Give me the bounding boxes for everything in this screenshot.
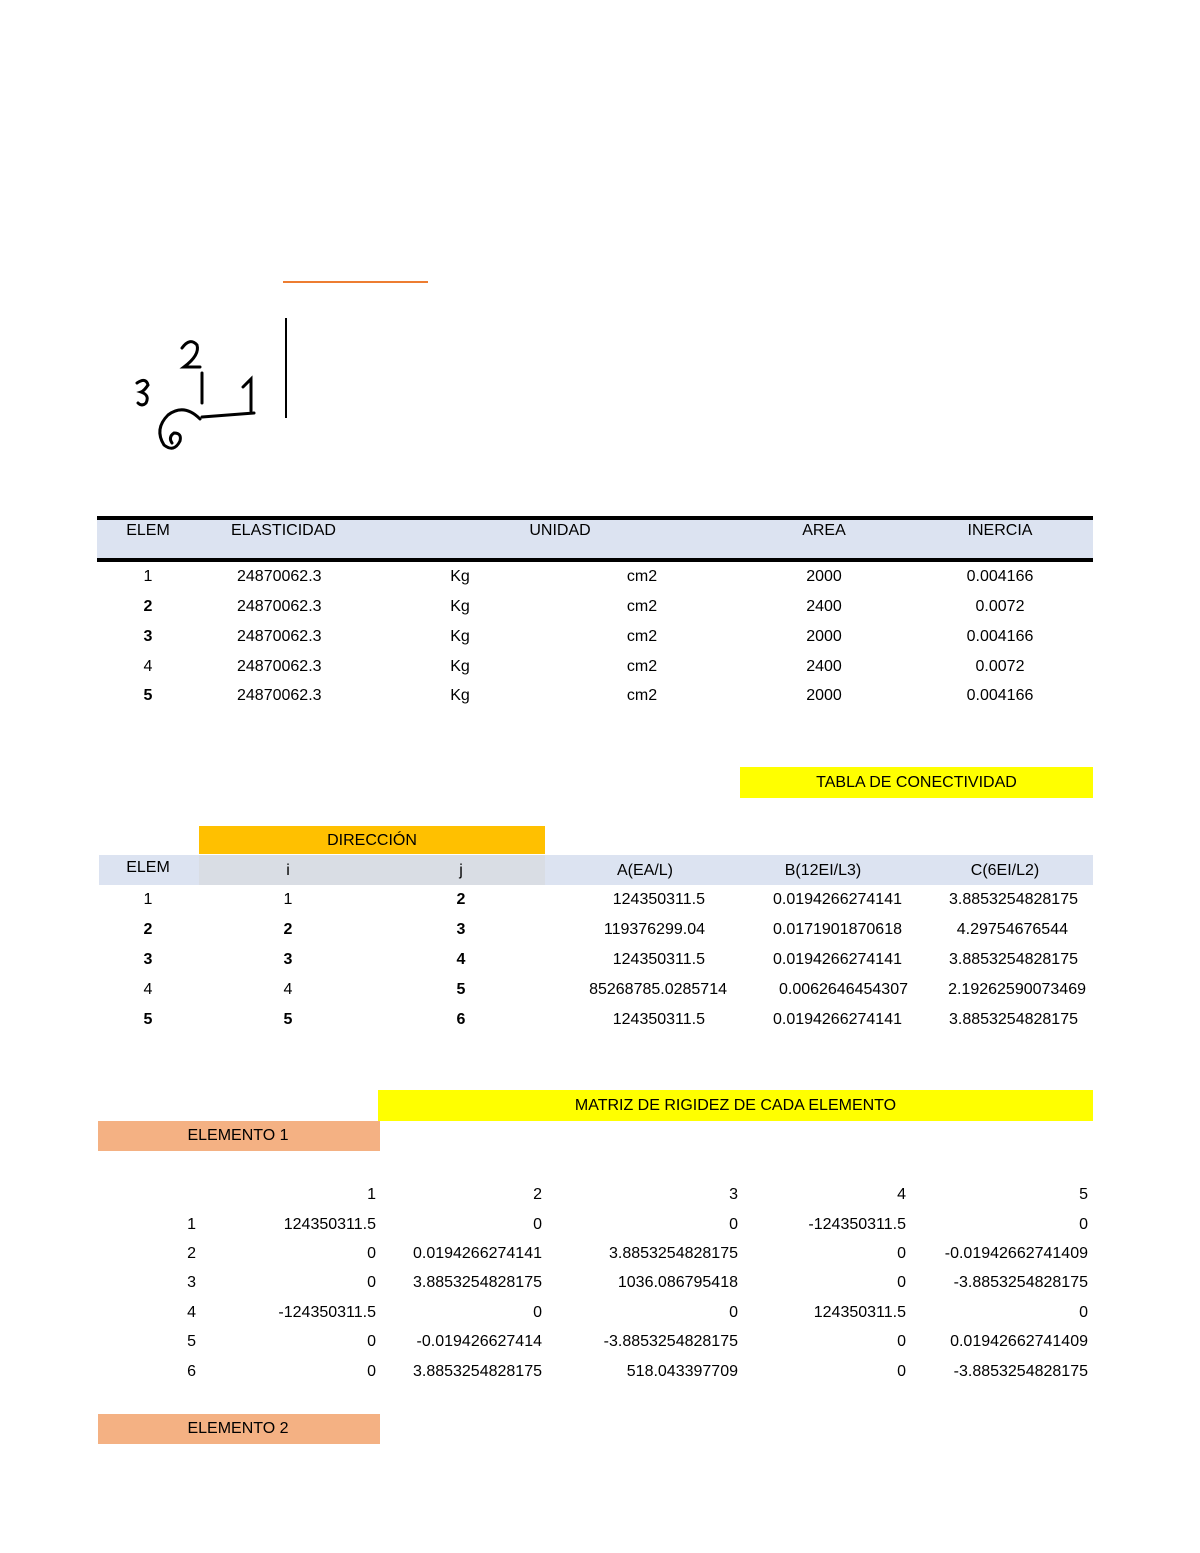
- matrix-col-header: 4: [897, 1186, 906, 1203]
- prop-row-unit-area: cm2: [626, 598, 658, 615]
- conn-row-b: 0.0194266274141: [772, 951, 902, 968]
- conn-row-a: 124350311.5: [612, 891, 705, 908]
- matrix-cell: 0: [367, 1333, 376, 1350]
- conn-row-a: 119376299.04: [603, 921, 705, 938]
- conn-row-a: 124350311.5: [612, 951, 705, 968]
- prop-row-unit-force: Kg: [450, 628, 470, 645]
- matrix-row-header: 4: [187, 1304, 196, 1321]
- matrix-cell: 124350311.5: [813, 1304, 906, 1321]
- handwritten-dof-sketch: [120, 315, 300, 465]
- prop-row-elem: 2: [143, 598, 153, 615]
- element-1-label: ELEMENTO 1: [187, 1127, 289, 1144]
- conn-row-j: 6: [456, 1011, 466, 1028]
- conn-row-elem: 4: [143, 981, 153, 998]
- prop-row-elem: 4: [143, 658, 153, 675]
- prop-header-elem: ELEM: [126, 522, 170, 539]
- orange-divider: [283, 281, 428, 283]
- prop-header-unidad: UNIDAD: [529, 522, 591, 539]
- prop-row-unit-force: Kg: [450, 687, 470, 704]
- conn-row-c: 4.29754676544: [956, 921, 1068, 938]
- prop-row-elasticidad: 24870062.3: [237, 628, 322, 645]
- prop-row-elasticidad: 24870062.3: [237, 687, 322, 704]
- conn-row-b: 0.0194266274141: [772, 891, 902, 908]
- prop-row-unit-area: cm2: [626, 687, 658, 704]
- conn-row-i: 4: [283, 981, 293, 998]
- matrix-cell: 0: [367, 1363, 376, 1380]
- matrix-cell: 518.043397709: [626, 1363, 738, 1380]
- matrix-cell: 0.0194266274141: [412, 1245, 542, 1262]
- conn-row-c: 3.8853254828175: [948, 951, 1078, 968]
- matrix-cell: 0: [533, 1304, 542, 1321]
- conn-header-elem: ELEM: [126, 859, 170, 876]
- prop-row-unit-force: Kg: [450, 598, 470, 615]
- conn-header-c: C(6EI/L2): [970, 862, 1040, 879]
- prop-row-area: 2000: [806, 628, 842, 645]
- matrix-col-header: 1: [367, 1186, 376, 1203]
- prop-row-elasticidad: 24870062.3: [237, 658, 322, 675]
- prop-row-elasticidad: 24870062.3: [237, 568, 322, 585]
- direction-label: DIRECCIÓN: [327, 832, 417, 849]
- conn-row-j: 2: [456, 891, 466, 908]
- matrix-cell: -3.8853254828175: [953, 1363, 1088, 1380]
- matrix-row-header: 2: [187, 1245, 196, 1262]
- conn-row-j: 3: [456, 921, 466, 938]
- prop-row-area: 2400: [806, 658, 842, 675]
- prop-row-elem: 3: [143, 628, 153, 645]
- prop-row-inercia: 0.0072: [975, 598, 1025, 615]
- prop-row-unit-force: Kg: [450, 658, 470, 675]
- conn-row-c: 2.19262590073469: [948, 981, 1086, 998]
- conn-row-elem: 5: [143, 1011, 153, 1028]
- conn-row-j: 5: [456, 981, 466, 998]
- matrix-cell: 3.8853254828175: [412, 1274, 542, 1291]
- stiffness-title: MATRIZ DE RIGIDEZ DE CADA ELEMENTO: [574, 1097, 897, 1114]
- prop-row-inercia: 0.004166: [966, 628, 1034, 645]
- conn-row-i: 2: [283, 921, 293, 938]
- prop-row-area: 2400: [806, 598, 842, 615]
- matrix-cell: 0: [367, 1245, 376, 1262]
- matrix-row-header: 1: [187, 1216, 196, 1233]
- matrix-col-header: 2: [533, 1186, 542, 1203]
- conn-row-b: 0.0062646454307: [778, 981, 908, 998]
- conn-header-a: A(EA/L): [616, 862, 673, 879]
- prop-row-inercia: 0.0072: [975, 658, 1025, 675]
- conn-row-c: 3.8853254828175: [948, 891, 1078, 908]
- matrix-cell: 0: [897, 1363, 906, 1380]
- matrix-cell: 3.8853254828175: [608, 1245, 738, 1262]
- conn-row-elem: 2: [143, 921, 153, 938]
- conn-row-a: 85268785.0285714: [589, 981, 727, 998]
- conn-row-c: 3.8853254828175: [948, 1011, 1078, 1028]
- conn-row-i: 5: [283, 1011, 293, 1028]
- prop-row-unit-force: Kg: [450, 568, 470, 585]
- conn-row-i: 1: [283, 891, 293, 908]
- matrix-cell: 0: [897, 1245, 906, 1262]
- matrix-cell: 0: [367, 1274, 376, 1291]
- table-header-border: [97, 558, 1093, 562]
- conn-header-j: j: [459, 862, 463, 879]
- conn-row-i: 3: [283, 951, 293, 968]
- conn-row-elem: 1: [143, 891, 153, 908]
- prop-row-unit-area: cm2: [626, 628, 658, 645]
- prop-row-elem: 1: [143, 568, 153, 585]
- matrix-cell: 0: [897, 1274, 906, 1291]
- prop-row-unit-area: cm2: [626, 568, 658, 585]
- prop-row-inercia: 0.004166: [966, 568, 1034, 585]
- matrix-cell: 0: [533, 1216, 542, 1233]
- prop-header-area: AREA: [802, 522, 846, 539]
- matrix-col-header: 3: [729, 1186, 738, 1203]
- matrix-row-header: 6: [187, 1363, 196, 1380]
- prop-header-inercia: INERCIA: [967, 522, 1033, 539]
- matrix-cell: -0.019426627414: [416, 1333, 542, 1350]
- matrix-cell: 0: [1079, 1304, 1088, 1321]
- matrix-cell: -124350311.5: [278, 1304, 376, 1321]
- conn-row-a: 124350311.5: [612, 1011, 705, 1028]
- prop-header-elasticidad: ELASTICIDAD: [231, 522, 336, 539]
- matrix-cell: 0: [1079, 1216, 1088, 1233]
- conn-row-j: 4: [456, 951, 466, 968]
- conn-header-b: B(12EI/L3): [784, 862, 862, 879]
- matrix-cell: -0.01942662741409: [944, 1245, 1088, 1262]
- prop-row-unit-area: cm2: [626, 658, 658, 675]
- prop-row-area: 2000: [806, 568, 842, 585]
- element-2-label: ELEMENTO 2: [187, 1420, 289, 1437]
- matrix-cell: -3.8853254828175: [603, 1333, 738, 1350]
- matrix-cell: 0: [897, 1333, 906, 1350]
- prop-row-inercia: 0.004166: [966, 687, 1034, 704]
- connectivity-title: TABLA DE CONECTIVIDAD: [816, 774, 1017, 791]
- prop-row-elem: 5: [143, 687, 153, 704]
- prop-row-elasticidad: 24870062.3: [237, 598, 322, 615]
- matrix-row-header: 3: [187, 1274, 196, 1291]
- matrix-cell: 0.01942662741409: [950, 1333, 1088, 1350]
- matrix-cell: 124350311.5: [283, 1216, 376, 1233]
- matrix-cell: -3.8853254828175: [953, 1274, 1088, 1291]
- matrix-row-header: 5: [187, 1333, 196, 1350]
- conn-header-i: i: [286, 862, 290, 879]
- prop-row-area: 2000: [806, 687, 842, 704]
- conn-row-b: 0.0171901870618: [772, 921, 902, 938]
- matrix-cell: 3.8853254828175: [412, 1363, 542, 1380]
- matrix-cell: 1036.086795418: [617, 1274, 738, 1291]
- matrix-cell: 0: [729, 1304, 738, 1321]
- conn-row-b: 0.0194266274141: [772, 1011, 902, 1028]
- conn-row-elem: 3: [143, 951, 153, 968]
- matrix-col-header: 5: [1079, 1186, 1088, 1203]
- matrix-cell: 0: [729, 1216, 738, 1233]
- matrix-cell: -124350311.5: [808, 1216, 906, 1233]
